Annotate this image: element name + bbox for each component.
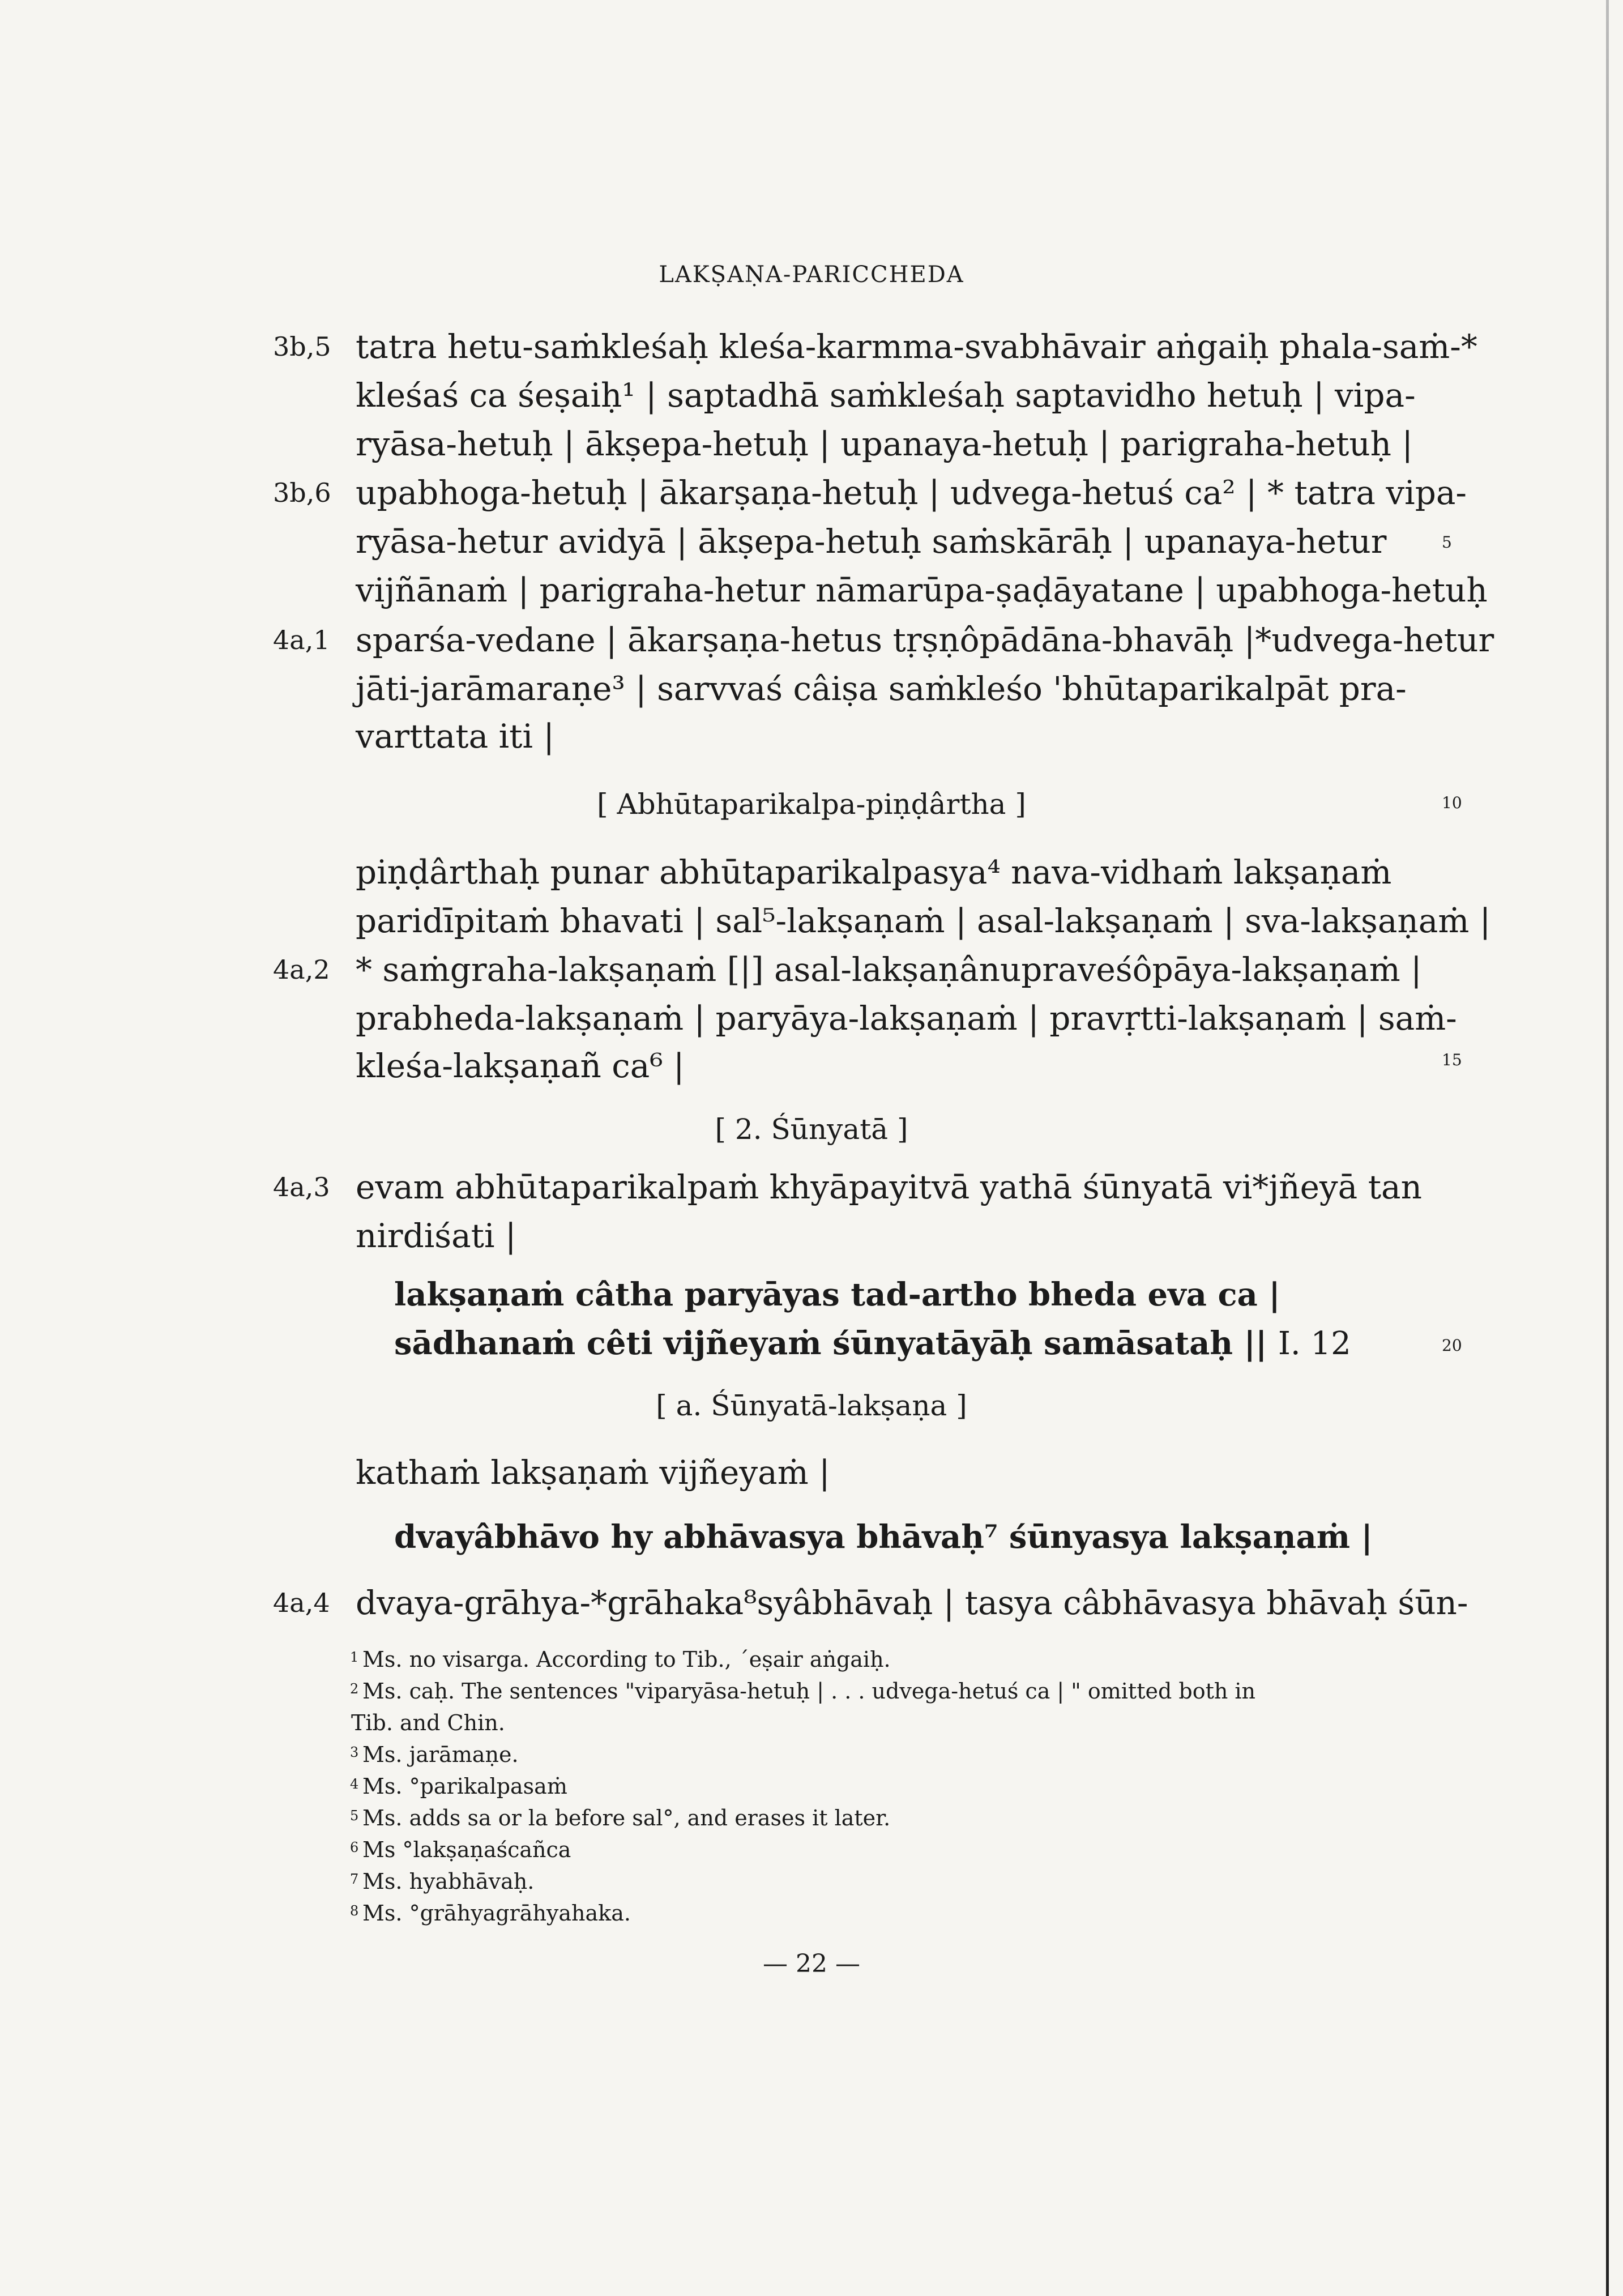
margin-ref: 3b,6 — [273, 477, 331, 508]
margin-ref: 4a,1 — [273, 625, 330, 655]
verse-line: lakṣaṇaṁ câtha paryāyas tad-artho bheda eva ca | — [394, 1276, 1280, 1313]
text-line: varttata iti | — [356, 717, 554, 756]
text-line: * saṁgraha-lakṣaṇaṁ [|] asal-lakṣaṇânupraveśôpāya-lakṣaṇaṁ | — [356, 950, 1422, 989]
text-line: evam abhūtaparikalpaṁ khyāpayitvā yathā śūnyatā vi*jñeyā tan — [356, 1168, 1422, 1206]
text-line: kleśaś ca śeṣaiḥ¹ | saptadhā saṁkleśaḥ saptavidho hetuḥ | vipa- — [356, 376, 1416, 415]
text-line: paridīpitaṁ bhavati | sal⁵-lakṣaṇaṁ | asal-lakṣaṇaṁ | sva-lakṣaṇaṁ | — [356, 902, 1491, 940]
text-line: ryāsa-hetuḥ | ākṣepa-hetuḥ | upanaya-hetuḥ | parigraha-hetuḥ | — [356, 425, 1413, 463]
text-line: upabhoga-hetuḥ | ākarṣaṇa-hetuḥ | udvega-hetuś ca² | * tatra vipa- — [356, 473, 1467, 512]
verse-text: sādhanaṁ cêti vijñeyaṁ śūnyatāyāḥ samāsataḥ || — [394, 1325, 1267, 1362]
text-line: kleśa-lakṣaṇañ ca⁶ | — [356, 1047, 685, 1085]
text-line: tatra hetu-saṁkleśaḥ kleśa-karmma-svabhāvair aṅgaiḥ phala-saṁ-* — [356, 327, 1477, 366]
text-line: sparśa-vedane | ākarṣaṇa-hetus tṛṣṇôpādāna-bhavāḥ |*udvega-hetur — [356, 621, 1494, 659]
page-number: — 22 — — [763, 1949, 860, 1978]
text-line: vijñānaṁ | parigraha-hetur nāmarūpa-ṣaḍāyatane | upabhoga-hetuḥ — [356, 571, 1488, 609]
section-heading: [ a. Śūnyatā-lakṣaṇa ] — [656, 1389, 967, 1422]
text-line: ryāsa-hetur avidyā | ākṣepa-hetuḥ saṁskārāḥ | upanaya-hetur — [356, 522, 1387, 561]
verse-reference: I. 12 — [1278, 1325, 1351, 1362]
line-number: 10 — [1442, 793, 1462, 812]
footnote: 3 Ms. jarāmaṇe. — [350, 1742, 519, 1767]
text-line: nirdiśati | — [356, 1217, 516, 1255]
footnote: 4 Ms. °parikalpasaṁ — [350, 1774, 567, 1799]
text-line: prabheda-lakṣaṇaṁ | paryāya-lakṣaṇaṁ | pravṛtti-lakṣaṇaṁ | saṁ- — [356, 999, 1457, 1038]
footnote: 2 Ms. caḥ. The sentences "viparyāsa-hetuḥ | . . . udvega-hetuś ca | " omitted both in — [350, 1679, 1256, 1704]
section-heading: [ Abhūtaparikalpa-piṇḍârtha ] — [597, 788, 1026, 821]
text-line: kathaṁ lakṣaṇaṁ vijñeyaṁ | — [356, 1453, 830, 1492]
line-number: 15 — [1442, 1051, 1462, 1069]
footnotes — [350, 1644, 1256, 1929]
footnote-continuation: Tib. and Chin. — [351, 1710, 505, 1735]
margin-ref: 4a,3 — [273, 1172, 330, 1202]
footnote: 6 Ms °lakṣaṇaścañca — [350, 1837, 571, 1862]
text-line: jāti-jarāmaraṇe³ | sarvvaś câiṣa saṁkleśo 'bhūtaparikalpāt pra- — [356, 669, 1407, 708]
section-heading: [ 2. Śūnyatā ] — [715, 1113, 908, 1146]
margin-ref: 4a,4 — [273, 1587, 330, 1618]
verse-line — [394, 1323, 1351, 1364]
verse-line: dvayâbhāvo hy abhāvasya bhāvaḥ⁷ śūnyasya lakṣaṇaṁ | — [394, 1518, 1373, 1556]
text-line: dvaya-grāhya-*grāhaka⁸syâbhāvaḥ | tasya câbhāvasya bhāvaḥ śūn- — [356, 1584, 1468, 1622]
line-number: 20 — [1442, 1336, 1462, 1355]
footnote: 5 Ms. adds sa or la before sal°, and erases it later. — [350, 1806, 891, 1830]
footnote: 7 Ms. hyabhāvaḥ. — [350, 1869, 535, 1894]
footnote: 1 Ms. no visarga. According to Tib., ˊeṣair aṅgaiḥ. — [350, 1647, 891, 1672]
text-line: piṇḍârthaḥ punar abhūtaparikalpasya⁴ nava-vidhaṁ lakṣaṇaṁ — [356, 853, 1392, 891]
margin-ref: 3b,5 — [273, 331, 331, 362]
margin-ref: 4a,2 — [273, 954, 330, 985]
line-number: 5 — [1442, 533, 1452, 552]
footnote: 8 Ms. °grāhyagrāhyahaka. — [350, 1901, 631, 1926]
running-head: LAKṢAṆA-PARICCHEDA — [659, 262, 964, 288]
